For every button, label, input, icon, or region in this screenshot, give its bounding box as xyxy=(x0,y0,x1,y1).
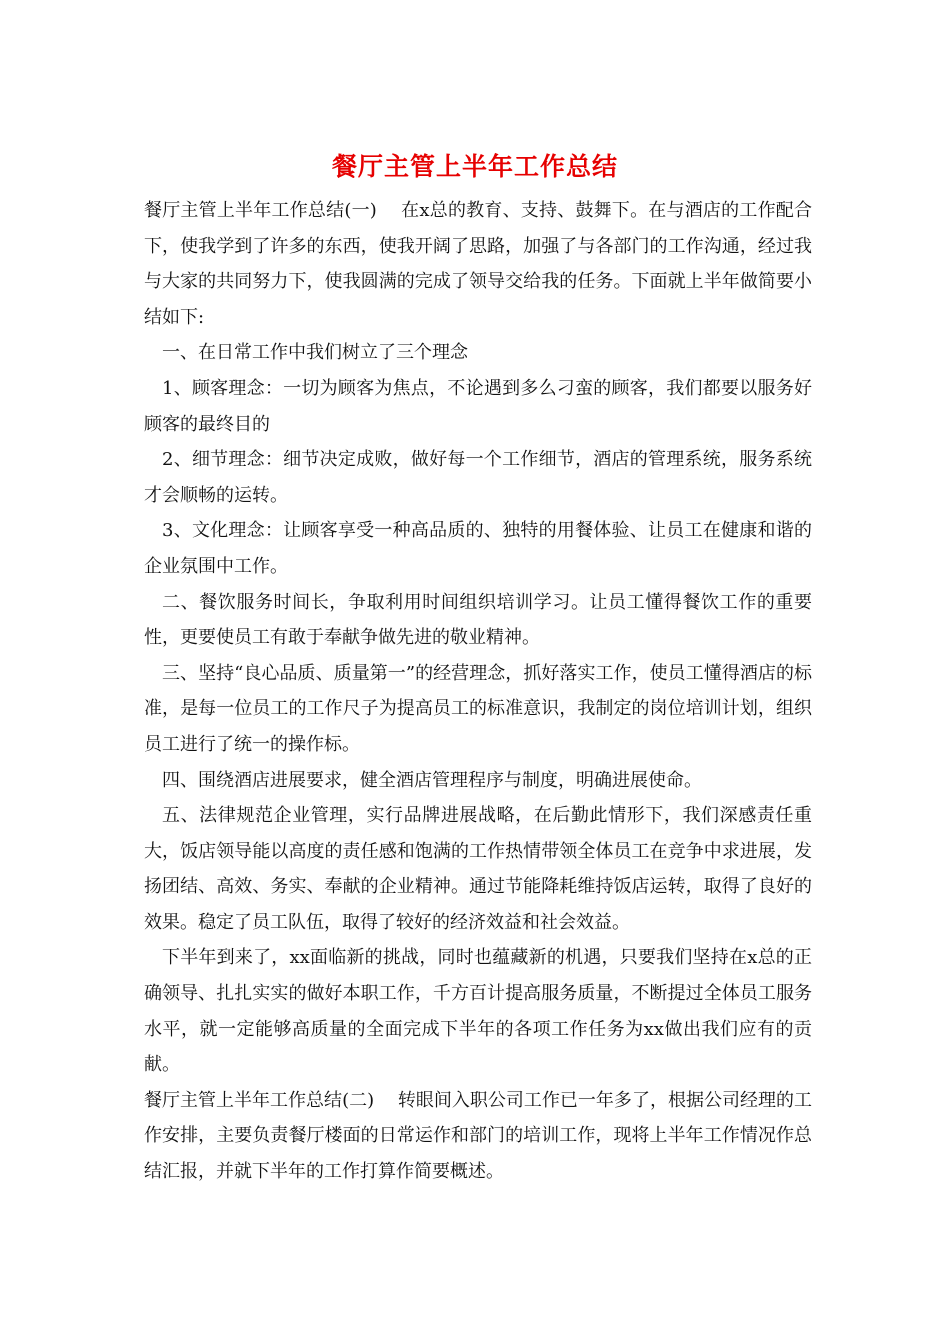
paragraph-item-3: 3、文化理念：让顾客享受一种高品质的、独特的用餐体验、让员工在健康和谐的企业氛围中工作。 xyxy=(144,520,812,577)
paragraph-section-4: 四、围绕酒店进展要求，健全酒店管理程序与制度，明确进展使命。 xyxy=(162,769,702,791)
paragraph-intro-2: 餐厅主管上半年工作总结(二) 转眼间入职公司工作已一年多了，根据公司经理的工作安排，主要负责餐厅楼面的日常运作和部门的培训工作，现将上半年工作情况作总结汇报，并就下半年的工作打算作简要概述。 xyxy=(144,1089,812,1183)
paragraph-intro-1: 餐厅主管上半年工作总结(一) 在x总的教育、支持、鼓舞下。在与酒店的工作配合下，使我学到了许多的东西，使我开阔了思路，加强了与各部门的工作沟通，经过我与大家的共同努力下，使我圆满的完成了领导交给我的任务。下面就上半年做简要小结如下: xyxy=(144,200,812,328)
paragraph-section-1: 一、在日常工作中我们树立了三个理念 xyxy=(162,342,468,364)
paragraph-item-2: 2、细节理念：细节决定成败，做好每一个工作细节，酒店的管理系统，服务系统才会顺畅的运转。 xyxy=(144,449,812,506)
document-body xyxy=(144,193,812,1190)
paragraph-item-1: 1、顾客理念：一切为顾客为焦点，不论遇到多么刁蛮的顾客，我们都要以服务好顾客的最终目的 xyxy=(144,377,812,435)
paragraph-section-2: 二、餐饮服务时间长，争取利用时间组织培训学习。让员工懂得餐饮工作的重要性，更要使员工有敢于奉献争做先进的敬业精神。 xyxy=(144,591,812,649)
paragraph-section-5: 五、法律规范企业管理，实行品牌进展战略，在后勤此情形下，我们深感责任重大，饭店领导能以高度的责任感和饱满的工作热情带领全体员工在竞争中求进展，发扬团结、高效、务实、奉献的企业精神。通过节能降耗维持饭店运转，取得了良好的效果。稳定了员工队伍，取得了较好的经济效益和社会效益。 xyxy=(144,805,812,933)
paragraph-second-half: 下半年到来了，xx面临新的挑战，同时也蕴藏新的机遇，只要我们坚持在x总的正确领导、扎扎实实的做好本职工作，千方百计提高服务质量，不断提过全体员工服务水平，就一定能够高质量的全面完成下半年的各项工作任务为xx做出我们应有的贡献。 xyxy=(144,947,812,1076)
document-title: 餐厅主管上半年工作总结 xyxy=(331,152,618,181)
paragraph-section-3: 三、坚持“良心品质、质量第一”的经营理念，抓好落实工作，使员工懂得酒店的标准，是每一位员工的工作尺子为提高员工的标准意识，我制定的岗位培训计划，组织员工进行了统一的操作标。 xyxy=(144,662,812,755)
